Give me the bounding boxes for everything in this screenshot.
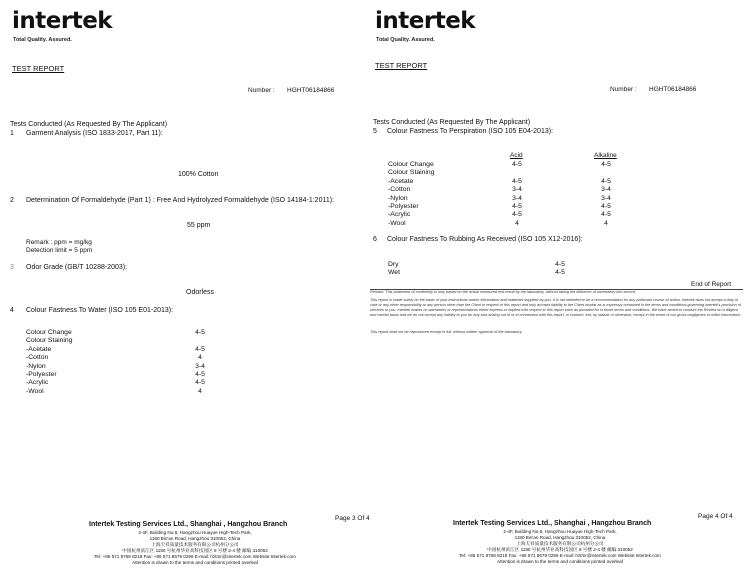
reproduction-notice: This report shall not be reproduced except in full, without written approval of the laboratory. [370, 330, 523, 334]
report-title: TEST REPORT [375, 61, 428, 70]
row-label: Colour Change [388, 161, 434, 168]
acid-value: 3-4 [512, 194, 522, 202]
row-label: Wet [388, 269, 400, 277]
row-label: Dry [388, 261, 399, 268]
row-value [180, 337, 220, 345]
report-number: HGHT06184866 [649, 86, 697, 93]
row-value: 4-5 [195, 379, 205, 387]
row-label: -Acrylic [26, 379, 49, 387]
alkaline-value: 4-5 [601, 203, 611, 211]
remark-text: Remark : ppm = mg/kg [26, 239, 92, 246]
section-number: 2 [10, 197, 14, 204]
perspiration-alkaline-values [591, 161, 621, 228]
row-label: -Acetate [388, 177, 414, 185]
row-label: -Acetate [26, 345, 52, 353]
address-line-cn: 中国杭州滨江区 1180 号杭州华业高科技园区 8 号楼 2-4 楼 邮编 310052 [122, 548, 268, 553]
address-line-cn: 上海天祥质量技术服务有限公司杭州分公司 [151, 542, 239, 547]
section-title: Colour Fastness To Perspiration (ISO 105 E04-2013): [387, 128, 554, 135]
contact-line: Tel: +86 571 8768 8218 Fax: +86 571 8679 0296 E-mail: hztmr@intertek.com Website:Intertek.com [94, 554, 296, 559]
row-value: 4 [198, 387, 202, 395]
garment-result: 100% Cotton [178, 171, 219, 178]
acid-value: 3-4 [512, 186, 522, 194]
alkaline-value [591, 169, 621, 177]
alkaline-value: 4 [604, 219, 608, 227]
alkaline-value: 3-4 [601, 186, 611, 194]
acid-value: 4-5 [512, 177, 522, 185]
brand-tagline: Total Quality. Assured. [376, 37, 435, 43]
row-label: -Nylon [388, 194, 408, 202]
row-label: Colour Change [26, 329, 72, 336]
section-title: Colour Fastness To Water (ISO 105 E01-2013): [26, 307, 174, 314]
address-line: 2-4F, Building No.8, Hangzhou Huayue High-Tech Park, [138, 530, 252, 535]
acid-value: 4-5 [512, 161, 522, 168]
acid-value: 4-5 [512, 211, 522, 219]
row-value: 4-5 [555, 261, 565, 268]
alkaline-value: 3-4 [601, 194, 611, 202]
disclaimer-text: This report is made solely on the basis of your instructions and/or information and materials supplied by you. It is not intended to be a recommendation for any particular course of action. Intertek does not accept a duty of care or any other responsibility to any person other than the Client in respect of this report and only accepts liability to the Client insofar as is expressly contained in the terms and conditions governing Intertek's provision of services to you. Intertek makes no warranties or representations either express or implied with respect to this report save as provided for in those terms and conditions. We have aimed to conduct the Review on a diligent and careful basis and we do not accept any liability to you for any loss arising out of or in connection with this report, in contract, tort, by statute or otherwise, except in the event of our gross negligence or wilful misconduct. [370, 298, 742, 317]
row-label: Colour Staining [26, 337, 73, 345]
page-number: Page 4 Of 4 [698, 513, 733, 520]
section-title: Colour Fastness To Rubbing As Received (ISO 105 X12-2016): [387, 236, 583, 243]
report-title: TEST REPORT [12, 64, 65, 73]
section-title: Odor Grade (GB/T 10288-2003): [26, 264, 128, 271]
section-number: 3 [10, 264, 14, 271]
report-number-label: Number : [610, 86, 637, 93]
column-header-acid: Acid [510, 152, 523, 159]
row-label: -Polyester [388, 203, 419, 211]
row-value: 4-5 [195, 329, 205, 336]
terms-notice: Attention is drawn to the terms and conditions printed overleaf [497, 559, 623, 564]
report-number-label: Number : [248, 87, 275, 94]
row-value: 4 [198, 354, 202, 362]
address-line: 1180 Bin'an Road, Hangzhou 310052, China [514, 535, 606, 540]
row-label: -Polyester [26, 371, 57, 379]
column-header-alkaline: Alkaline [594, 152, 617, 159]
address-line: 1180 Bin'an Road, Hangzhou 310052, China [149, 536, 241, 541]
row-label: -Cotton [388, 186, 411, 194]
section-number: 1 [10, 130, 14, 137]
report-number: HGHT06184866 [287, 87, 335, 94]
row-label: -Acrylic [388, 211, 411, 219]
section-title: Determination Of Formaldehyde (Part 1) : Free And Hydrolyzed Formaldehyde (ISO 14184-1:2011): [26, 197, 335, 204]
row-label: -Cotton [26, 354, 49, 362]
row-value: 4-5 [195, 371, 205, 379]
row-label: Colour Staining [388, 169, 435, 177]
address-line-cn: 上海天祥质量技术服务有限公司杭州分公司 [516, 541, 604, 546]
section-title: Garment Analysis (ISO 1833-2017, Part 11): [26, 130, 163, 137]
row-label: -Wool [26, 387, 44, 395]
brand-tagline: Total Quality. Assured. [13, 37, 72, 43]
footer-company: Intertek Testing Services Ltd., Shanghai , Hangzhou Branch [453, 520, 652, 527]
section-number: 5 [373, 128, 377, 135]
address-line: 2-4F, Building No.8, Hangzhou Huayue High-Tech Park, [503, 529, 617, 534]
intertek-logo: intertek [12, 8, 113, 34]
footer-company: Intertek Testing Services Ltd., Shanghai , Hangzhou Branch [89, 521, 288, 528]
terms-notice: Attention is drawn to the terms and conditions printed overleaf [132, 560, 258, 565]
row-value: 3-4 [195, 362, 205, 370]
acid-value: 4-5 [512, 203, 522, 211]
perspiration-acid-values [502, 161, 532, 228]
perspiration-labels [388, 161, 434, 228]
row-label: -Nylon [26, 362, 46, 370]
row-value: 4-5 [195, 345, 205, 353]
alkaline-value: 4-5 [601, 211, 611, 219]
odor-result: Odorless [186, 289, 215, 296]
address-line-cn: 中国杭州滨江区 1180 号杭州华业高科技园区 8 号楼 2-4 楼 邮编 310052 [487, 547, 633, 552]
acid-value: 4 [515, 219, 519, 227]
footer-address [75, 530, 315, 566]
section-number: 4 [10, 307, 14, 314]
intertek-logo: intertek [375, 8, 476, 34]
footer-address [440, 529, 680, 565]
tests-heading: Tests Conducted (As Requested By The Applicant) [10, 121, 168, 128]
contact-line: Tel: +86 571 8768 8218 Fax: +86 571 8679 0296 E-mail: hztmr@intertek.com Website:Intertek.com [459, 553, 661, 558]
alkaline-value: 4-5 [601, 177, 611, 185]
row-label: -Wool [388, 219, 406, 227]
water-fastness-values [180, 329, 220, 396]
conformity-remark: Remark: This statement of conformity is only based on the actual measured test result by the laboratory, without taking the influence of uncertainty into accont. [370, 290, 636, 294]
rubbing-labels [388, 261, 400, 278]
alkaline-value: 4-5 [601, 161, 611, 168]
acid-value [502, 169, 532, 177]
report-page-4 [370, 0, 750, 578]
section-number: 6 [373, 236, 377, 243]
formaldehyde-result: 55 ppm [187, 222, 211, 229]
row-value: 4-5 [555, 269, 565, 277]
page-number: Page 3 Of 4 [335, 515, 370, 522]
rubbing-values [545, 261, 575, 278]
detection-limit: Detection limit = 5 ppm [26, 247, 93, 254]
end-of-report: End of Report [691, 281, 732, 288]
tests-heading: Tests Conducted (As Requested By The Applicant) [373, 119, 531, 126]
water-fastness-labels [26, 329, 72, 396]
